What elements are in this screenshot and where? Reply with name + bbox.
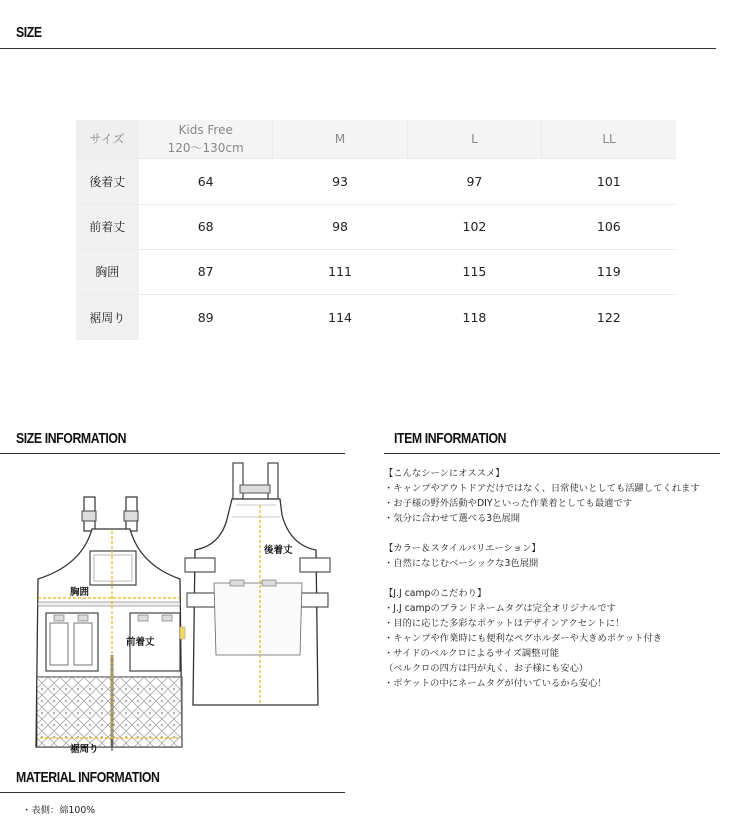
item-information-rule xyxy=(384,453,720,454)
hem-label: 裾周り xyxy=(70,744,99,755)
size-table-header-row xyxy=(76,120,676,158)
apron-diagram xyxy=(0,455,380,760)
cell: 98 xyxy=(273,204,407,249)
block3-line: ・ポケットの中にネームタグが付いているから安心！ xyxy=(384,678,607,689)
size-row-chest xyxy=(76,249,676,294)
cell: 68 xyxy=(139,204,273,249)
cell: 97 xyxy=(407,158,541,204)
block1-title: 【こんなシーンにオススメ】 xyxy=(384,468,505,479)
cell: 106 xyxy=(542,204,676,249)
cell: 115 xyxy=(407,249,541,294)
size-information-rule xyxy=(0,453,345,454)
block3-title: 【J.J campのこだわり】 xyxy=(384,588,487,599)
size-row-hem xyxy=(76,294,676,340)
cell: 102 xyxy=(407,204,541,249)
cell: 93 xyxy=(273,158,407,204)
size-col-kids xyxy=(139,120,273,158)
row-label: 前着丈 xyxy=(76,204,139,249)
back-apron xyxy=(185,463,330,705)
size-col-l: L xyxy=(407,120,541,158)
block3-line: ・キャンプや作業時にも便利なペグホルダーや大きめポケット付き xyxy=(384,633,663,644)
size-table xyxy=(76,120,676,340)
size-information-heading: SIZE INFORMATION xyxy=(16,430,127,447)
item-information-text xyxy=(384,466,744,691)
item-information-heading: ITEM INFORMATION xyxy=(394,430,507,447)
size-heading: SIZE xyxy=(16,24,42,41)
row-label: 胸囲 xyxy=(76,249,139,294)
size-col-kids-name: Kids Free xyxy=(178,122,233,137)
back-length-label: 後着丈 xyxy=(264,545,293,556)
size-col-ll: LL xyxy=(542,120,676,158)
block1-line: ・キャンプやアウトドアだけではなく、日常使いとしても活躍してくれます xyxy=(384,483,700,494)
cell: 111 xyxy=(273,249,407,294)
front-length-label: 前着丈 xyxy=(126,637,155,648)
cell: 89 xyxy=(139,294,273,340)
cell: 119 xyxy=(542,249,676,294)
material-line: ・表側：綿100% xyxy=(22,805,96,816)
block1-line: ・気分に合わせて選べる3色展開 xyxy=(384,513,521,524)
block1-line: ・お子様の野外活動やDIYといった作業着としても最適です xyxy=(384,498,633,509)
size-col-m: M xyxy=(273,120,407,158)
cell: 64 xyxy=(139,158,273,204)
material-information-heading: MATERIAL INFORMATION xyxy=(16,769,160,786)
cell: 118 xyxy=(407,294,541,340)
cell: 87 xyxy=(139,249,273,294)
row-label: 裾周り xyxy=(76,294,139,340)
block2-line: ・自然になじむベーシックな3色展開 xyxy=(384,558,539,569)
block2-title: 【カラー＆スタイルバリエーション】 xyxy=(384,543,541,554)
size-header-label: サイズ xyxy=(76,120,139,158)
row-label: 後着丈 xyxy=(76,158,139,204)
cell: 122 xyxy=(542,294,676,340)
block3-line: （ベルクロの四方は円が丸く、お子様にも安心） xyxy=(384,663,589,674)
size-row-back-length xyxy=(76,158,676,204)
size-heading-rule xyxy=(0,48,716,49)
size-row-front-length xyxy=(76,204,676,249)
material-information-rule xyxy=(0,792,345,793)
cell: 114 xyxy=(273,294,407,340)
front-apron xyxy=(36,497,185,755)
chest-label: 胸囲 xyxy=(70,587,90,598)
block3-line: ・サイドのベルクロによるサイズ調整可能 xyxy=(384,648,560,659)
block3-line: ・J.J campのブランドネームタグは完全オリジナルです xyxy=(384,603,616,614)
size-col-kids-range: 120〜130cm xyxy=(167,140,244,155)
cell: 101 xyxy=(542,158,676,204)
block3-line: ・目的に応じた多彩なポケットはデザインアクセントに！ xyxy=(384,618,625,629)
